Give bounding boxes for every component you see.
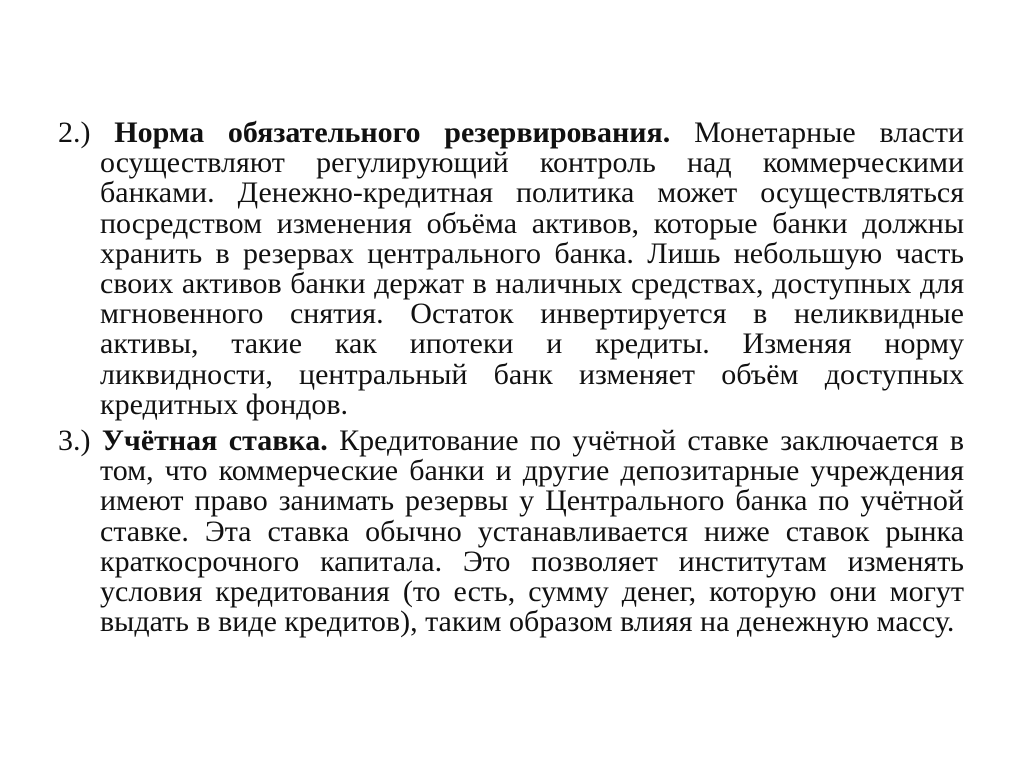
list-item-discount-rate: [58, 426, 964, 637]
item-number: 3.): [58, 424, 91, 458]
list-item-reserve-requirement: [58, 118, 964, 420]
item-term: Норма обязательного резервирования.: [114, 116, 671, 149]
item-text: Монетарные власти осуществляют регулирующий контроль над коммерческими банками. Денежно-кредитная политика может осуществляться посредством изменения объёма активов, которые банки должны хранить в резервах центрального банка. Лишь небольшую часть своих активов банки держат в наличных средствах, доступных для мгновенного снятия. Остаток инвертируется в неликвидные активы, такие как ипотеки и кредиты. Изменяя норму ликвидности, центральный банк изменяет объём доступных кредитных фондов.: [100, 116, 965, 421]
item-text: Кредитование по учётной ставке заключается в том, что коммерческие банки и другие депозитарные учреждения имеют право занимать резервы у Центрального банка по учётной ставке. Эта ставка обычно устанавливается ниже ставок рынка краткосрочного капитала. Это позволяет институтам изменять условия кредитования (то есть, сумму денег, которую они могут выдать в виде кредитов), таким образом влияя на денежную массу.: [100, 424, 965, 639]
item-term: Учётная ставка.: [101, 424, 328, 458]
slide-content: [58, 118, 964, 643]
item-number: 2.): [58, 116, 91, 149]
